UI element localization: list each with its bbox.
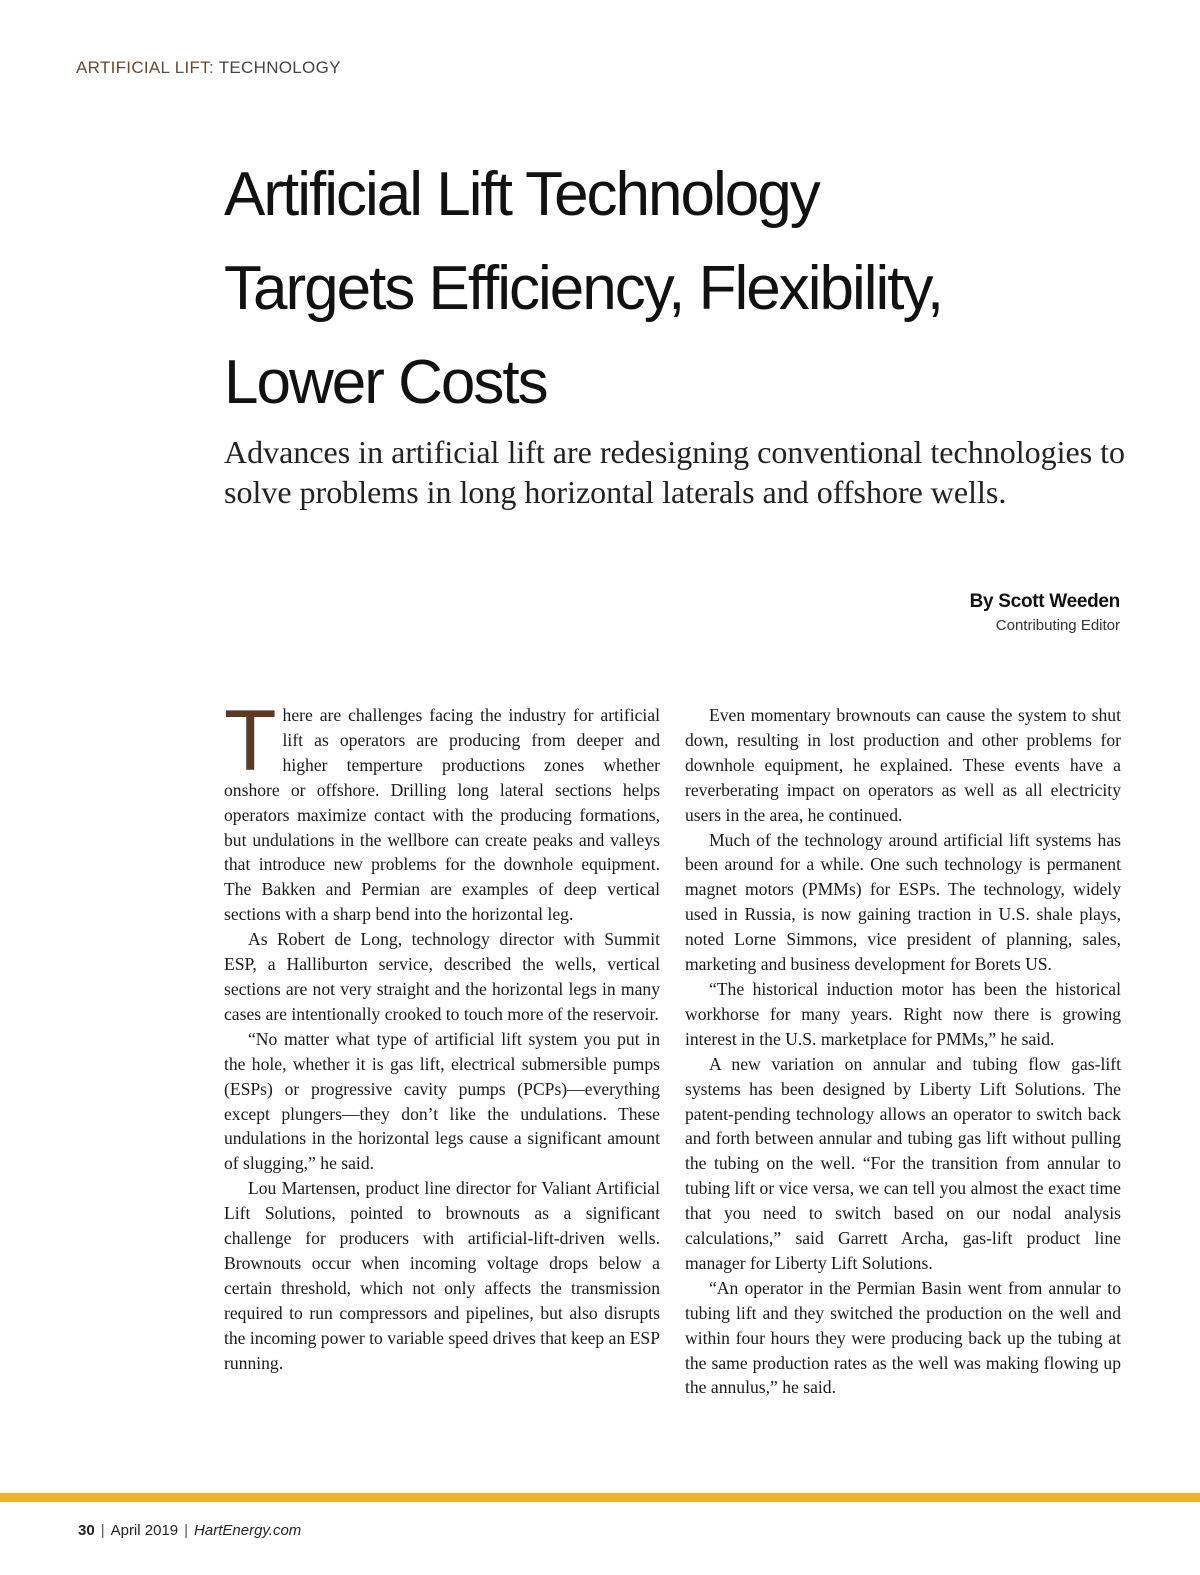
section-label-secondary: TECHNOLOGY — [218, 58, 341, 77]
page-number: 30 — [78, 1522, 95, 1539]
issue-date: April 2019 — [110, 1522, 179, 1539]
section-label-primary: ARTIFICIAL LIFT: — [76, 58, 214, 77]
page-footer — [78, 1522, 301, 1539]
paragraph: As Robert de Long, technology director with Summit ESP, a Halliburton service, described the wells, vertical sections are not very straight and the horizontal legs in many cases are intentionally crooked to touch more of the reservoir. — [224, 929, 660, 1024]
paragraph: Even momentary brownouts can cause the system to shut down, resulting in lost production and other problems for downhole equipment, he explained. These events have a reverberating impact on operators as well as all electricity users in the area, he continued. — [685, 705, 1121, 825]
article-column-left — [224, 693, 660, 1375]
website-link[interactable]: HartEnergy.com — [194, 1522, 302, 1539]
footer-separator: | — [184, 1522, 189, 1539]
paragraph: “No matter what type of artificial lift system you put in the hole, whether it is gas lift, electrical submersible pumps (ESPs) or progressive cavity pumps (PCPs)—everything except plungers—they don’t like the undulations. These undulations in the horizontal legs cause a significant amount of slugging,” he said. — [224, 1028, 660, 1174]
article-headline — [224, 148, 1144, 430]
byline — [970, 591, 1120, 634]
byline-author: By Scott Weeden — [969, 591, 1120, 612]
footer-separator: | — [100, 1522, 105, 1539]
paragraph: “An operator in the Permian Basin went from annular to tubing lift and they switched the production on the well and within four hours they were producing back up the tubing at the same production rates as the well was making flowing up the annulus,” he said. — [685, 1277, 1121, 1398]
byline-role: Contributing Editor — [995, 617, 1120, 634]
paragraph — [224, 693, 660, 927]
paragraph: Much of the technology around artificial lift systems has been around for a while. One such technology is permanent magnet motors (PMMs) for ESPs. The technology, widely used in Russia, is now gaining traction in U.S. shale plays, noted Lorne Simmons, vice president of planning, sales, marketing and business development for Borets US. — [685, 829, 1121, 975]
article-column-right — [685, 703, 1121, 1400]
paragraph-text: here are challenges facing the industry for artificial lift as operators are producing from deeper and higher temperture productions zones whether onshore or offshore. Drilling long lateral sections helps operators maximize contact with the producing formations, but undulations in the wellbore can create peaks and valleys that introduce new problems for the downhole equipment. The Bakken and Permian are examples of deep vertical sections with a sharp bend into the horizontal leg. — [224, 705, 660, 925]
headline-line-3: Lower Costs — [224, 348, 547, 417]
paragraph: A new variation on annular and tubing flow gas-lift systems has been designed by Liberty Lift Solutions. The patent-pending technology allows an operator to switch back and forth between annular and tubing gas lift without pulling the tubing on the well. “For the transition from annular to tubing lift or vice versa, we can tell you almost the exact time that you need to switch based on our nodal analysis calculations,” said Garrett Archa, gas-lift product line manager for Liberty Lift Solutions. — [685, 1053, 1121, 1273]
section-label — [76, 58, 341, 78]
drop-cap: T — [224, 693, 277, 789]
paragraph: “The historical induction motor has been the historical workhorse for many years. Right now there is growing interest in the U.S. marketplace for PMMs,” he said. — [685, 978, 1121, 1049]
paragraph: Lou Martensen, product line director for Valiant Artificial Lift Solutions, pointed to brownouts as a significant challenge for producers with artificial-lift-driven wells. Brownouts occur when incoming voltage drops below a certain threshold, which not only affects the transmission required to run compressors and pipelines, but also disrupts the incoming power to variable speed drives that keep an ESP running. — [224, 1178, 660, 1373]
footer-accent-rule — [0, 1493, 1200, 1502]
headline-line-2: Targets Efficiency, Flexibility, — [224, 254, 943, 323]
headline-line-1: Artificial Lift Technology — [224, 160, 819, 229]
article-deck: Advances in artificial lift are redesigning conventional technologies to solve problems in long horizontal laterals and offshore wells. — [224, 434, 1126, 510]
